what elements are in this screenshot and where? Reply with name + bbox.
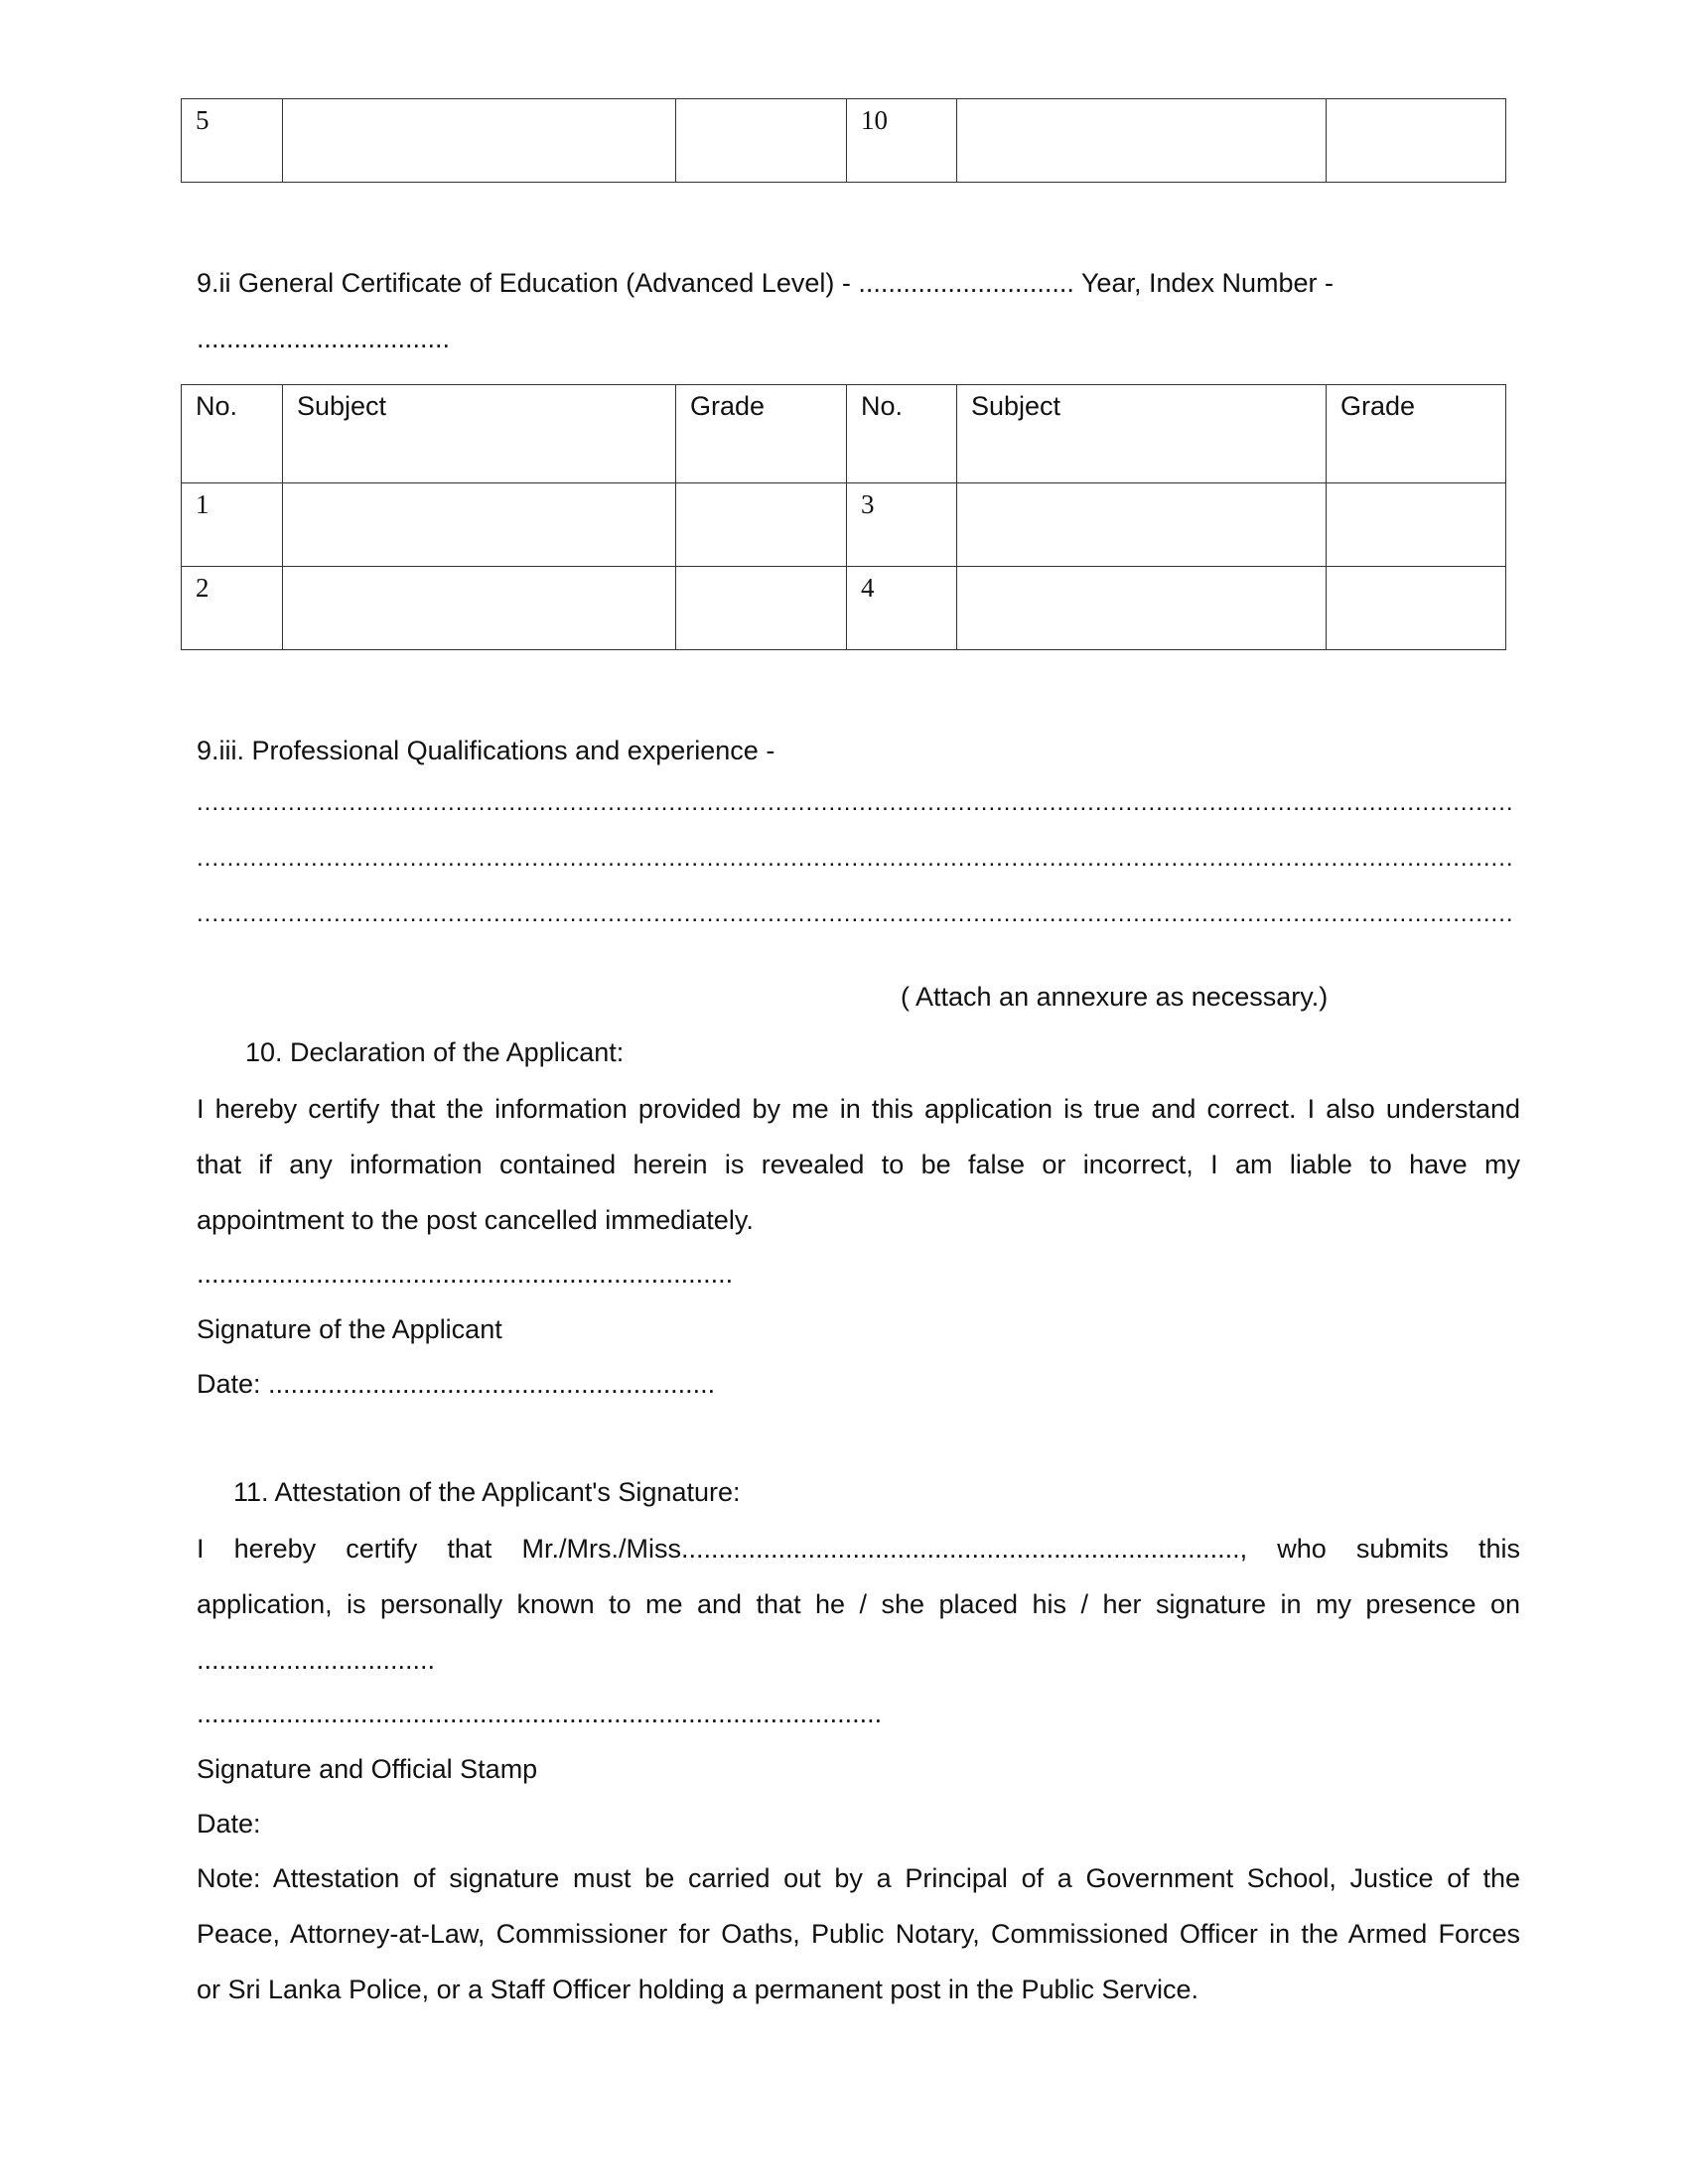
- column-header-subject: Subject: [283, 385, 676, 483]
- table-row: [182, 483, 1506, 567]
- subject-cell[interactable]: [957, 483, 1327, 567]
- applicant-signature-field[interactable]: ........................................................................: [197, 1259, 734, 1289]
- declaration-line: that if any information contained herein is revealed to be false or incorrect, I am liable to have my: [197, 1150, 1520, 1179]
- dotted-line: .............................................................................................................................................................................: [197, 845, 1514, 872]
- professional-line-2[interactable]: [197, 845, 1520, 873]
- grade-cell[interactable]: [1327, 99, 1506, 183]
- professional-heading: 9.iii. Professional Qualifications and experience -: [197, 736, 775, 765]
- note-line: Peace, Attorney-at-Law, Commissioner for Oaths, Public Notary, Commissioned Officer in the Armed Forces: [197, 1919, 1520, 1949]
- attestation-line: I hereby certify that Mr./Mrs./Miss..........................................................................., who submits this: [197, 1534, 1520, 1564]
- professional-line-3[interactable]: [197, 900, 1520, 928]
- subject-cell[interactable]: [283, 483, 676, 567]
- applicant-date-field[interactable]: Date: ............................................................: [197, 1369, 716, 1399]
- row-number-cell: 2: [182, 567, 283, 650]
- row-number-cell: 5: [182, 99, 283, 183]
- column-header-no: No.: [182, 385, 283, 483]
- attester-signature-label: Signature and Official Stamp: [197, 1754, 538, 1784]
- declaration-text: [197, 1081, 1520, 1248]
- subject-cell[interactable]: [957, 99, 1327, 183]
- table-row: [182, 99, 1506, 183]
- al-results-table: [181, 384, 1506, 650]
- declaration-heading: 10. Declaration of the Applicant:: [245, 1037, 625, 1067]
- attestation-date-dots[interactable]: ................................: [197, 1645, 436, 1675]
- grade-cell[interactable]: [676, 99, 847, 183]
- professional-line-1[interactable]: [197, 789, 1520, 817]
- grade-cell[interactable]: [676, 567, 847, 650]
- dotted-line: .............................................................................................................................................................................: [197, 900, 1514, 927]
- attestation-line: application, is personally known to me and that he / she placed his / her signature in my presence on: [197, 1589, 1520, 1619]
- column-header-no: No.: [847, 385, 957, 483]
- column-header-subject: Subject: [957, 385, 1327, 483]
- annexure-note: ( Attach an annexure as necessary.): [901, 982, 1329, 1012]
- dotted-line: .............................................................................................................................................................................: [197, 789, 1514, 816]
- ol-results-table-continuation: [181, 98, 1506, 183]
- row-number-cell: 4: [847, 567, 957, 650]
- al-heading-line2[interactable]: ..................................: [197, 324, 451, 353]
- table-row: [182, 567, 1506, 650]
- declaration-line: appointment to the post cancelled immediately.: [197, 1205, 754, 1235]
- attester-date-label: Date:: [197, 1809, 261, 1839]
- grade-cell[interactable]: [676, 483, 847, 567]
- attestation-heading: 11. Attestation of the Applicant's Signature:: [233, 1477, 741, 1507]
- attester-signature-field[interactable]: ............................................................................................: [197, 1699, 883, 1728]
- subject-cell[interactable]: [283, 567, 676, 650]
- table-header-row: [182, 385, 1506, 483]
- grade-cell[interactable]: [1327, 567, 1506, 650]
- attestation-text: [197, 1521, 1520, 1688]
- note-line: Note: Attestation of signature must be carried out by a Principal of a Government School, Justice of the: [197, 1863, 1520, 1893]
- note-line: or Sri Lanka Police, or a Staff Officer holding a permanent post in the Public Service.: [197, 1975, 1199, 2004]
- row-number-cell: 3: [847, 483, 957, 567]
- applicant-signature-label: Signature of the Applicant: [197, 1314, 502, 1344]
- declaration-line: I hereby certify that the information provided by me in this application is true and correct. I also understand: [197, 1094, 1520, 1124]
- row-number-cell: 1: [182, 483, 283, 567]
- al-heading-line1: 9.ii General Certificate of Education (Advanced Level) - ............................. Year, Index Number -: [197, 268, 1335, 298]
- column-header-grade: Grade: [1327, 385, 1506, 483]
- subject-cell[interactable]: [283, 99, 676, 183]
- subject-cell[interactable]: [957, 567, 1327, 650]
- grade-cell[interactable]: [1327, 483, 1506, 567]
- column-header-grade: Grade: [676, 385, 847, 483]
- attestation-note: [197, 1850, 1520, 2017]
- row-number-cell: 10: [847, 99, 957, 183]
